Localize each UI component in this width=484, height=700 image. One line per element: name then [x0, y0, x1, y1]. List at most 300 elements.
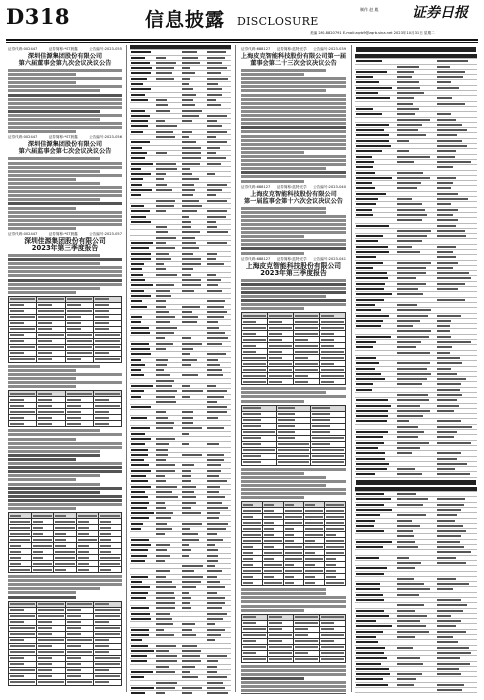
- table-cell: [396, 59, 437, 63]
- table-cell: [206, 315, 231, 319]
- table-cell: [436, 519, 477, 523]
- notice-body: [239, 665, 348, 694]
- table-cell: [181, 373, 206, 377]
- table-cell: [181, 215, 206, 219]
- table-cell: [181, 283, 206, 287]
- table-cell: [206, 305, 231, 309]
- table-cell: [355, 319, 396, 323]
- table-cell: [155, 267, 180, 271]
- table-cell: [155, 506, 180, 510]
- table-cell: [155, 124, 180, 128]
- text-line: [8, 507, 76, 510]
- table-cell: [206, 156, 231, 160]
- table-cell: [396, 80, 437, 84]
- table-cell: [396, 123, 437, 127]
- table-cell: [355, 593, 396, 597]
- text-line: [8, 182, 100, 185]
- notice-title-line: 上海皮克智能科技股份有限公司第一届: [240, 53, 347, 60]
- notice-title: [6, 141, 124, 155]
- table-cell: [436, 181, 477, 185]
- table-cell: [242, 379, 268, 385]
- table-cell: [155, 119, 180, 123]
- column-divider: [235, 45, 236, 692]
- table-cell: [396, 614, 437, 618]
- table-cell: [206, 56, 231, 60]
- table-cell: [130, 554, 155, 558]
- table-cell: [130, 273, 155, 277]
- table-cell: [206, 310, 231, 314]
- table-cell: [181, 98, 206, 102]
- table-cell: [206, 283, 231, 287]
- table-cell: [436, 271, 477, 275]
- table-cell: [181, 135, 206, 139]
- table-cell: [155, 305, 180, 309]
- table-cell: [436, 425, 477, 429]
- table-cell: [206, 516, 231, 520]
- table-cell: [206, 543, 231, 547]
- text-line: [241, 180, 304, 183]
- text-line: [8, 462, 122, 465]
- table-cell: [206, 45, 231, 49]
- table-cell: [396, 308, 437, 312]
- table-cell: [130, 66, 155, 70]
- table-cell: [355, 229, 396, 233]
- table-cell: [181, 66, 206, 70]
- table-cell: [206, 204, 231, 208]
- table-cell: [396, 609, 437, 613]
- table-cell: [130, 453, 155, 457]
- table-cell: [436, 133, 477, 137]
- table-cell: [9, 356, 37, 362]
- table-heading: [356, 480, 476, 485]
- table-cell: [31, 567, 54, 573]
- table-cell: [130, 257, 155, 261]
- text-line: [241, 295, 326, 298]
- table-cell: [181, 167, 206, 171]
- financial-table: [241, 405, 346, 466]
- table-cell: [181, 569, 206, 573]
- table-cell: [436, 80, 477, 84]
- table-cell: [130, 585, 155, 589]
- table-cell: [155, 495, 180, 499]
- table-cell: [130, 410, 155, 414]
- table-cell: [155, 379, 180, 383]
- table-cell: [130, 50, 155, 54]
- table-cell: [396, 340, 437, 344]
- table-cell: [181, 305, 206, 309]
- table-cell: [396, 519, 437, 523]
- table-cell: [355, 155, 396, 159]
- text-line: [241, 155, 346, 158]
- table-cell: [206, 591, 231, 595]
- table-cell: [436, 91, 477, 95]
- table-cell: [206, 241, 231, 245]
- shareholder-table: [241, 614, 346, 663]
- text-line: [8, 186, 122, 189]
- table-cell: [130, 575, 155, 579]
- table-cell: [155, 140, 180, 144]
- text-line: [8, 118, 100, 121]
- table-cell: [436, 487, 477, 491]
- table-cell: [206, 199, 231, 203]
- table-cell: [436, 229, 477, 233]
- table-cell: [155, 458, 180, 462]
- table-cell: [181, 527, 206, 531]
- table-cell: [206, 659, 231, 663]
- table-cell: [206, 426, 231, 430]
- notice-header: [8, 135, 122, 140]
- table-cell: [355, 425, 396, 429]
- text-line: [241, 106, 346, 109]
- table-cell: [130, 485, 155, 489]
- financial-table: [241, 312, 346, 385]
- table-cell: [206, 379, 231, 383]
- table-cell: [155, 183, 180, 187]
- table-cell: [130, 527, 155, 531]
- table-cell: [396, 345, 437, 349]
- table-cell: [130, 691, 155, 694]
- text-line: [8, 170, 100, 173]
- table-cell: [436, 388, 477, 392]
- table-cell: [436, 224, 477, 228]
- table-cell: [206, 50, 231, 54]
- table-cell: [396, 208, 437, 212]
- table-cell: [436, 266, 477, 270]
- stock-abbr: 证券简称:*ST晨鑫: [48, 47, 78, 51]
- table-cell: [206, 681, 231, 685]
- table-cell: [155, 320, 180, 324]
- table-cell: [355, 609, 396, 613]
- text-line: [241, 147, 346, 150]
- table-cell: [206, 273, 231, 277]
- table-cell: [206, 146, 231, 150]
- table-cell: [181, 114, 206, 118]
- table-cell: [130, 686, 155, 690]
- table-cell: [181, 204, 206, 208]
- text-line: [241, 98, 346, 101]
- text-line: [8, 478, 76, 481]
- table-cell: [355, 640, 396, 644]
- table-cell: [436, 404, 477, 408]
- table-cell: [181, 463, 206, 467]
- table-cell: [436, 171, 477, 175]
- table-cell: [206, 358, 231, 362]
- table-cell: [396, 508, 437, 512]
- table-cell: [181, 273, 206, 277]
- table-cell: [396, 419, 437, 423]
- table-cell: [181, 225, 206, 229]
- text-line: [241, 677, 304, 680]
- table-cell: [130, 135, 155, 139]
- table-cell: [396, 513, 437, 517]
- table-cell: [355, 693, 396, 694]
- table-cell: [396, 619, 437, 623]
- table-cell: [436, 144, 477, 148]
- table-cell: [396, 441, 437, 445]
- text-line: [241, 673, 346, 676]
- notice-body: [6, 254, 124, 294]
- table-cell: [355, 677, 396, 681]
- notice-number: 公告编号:2023-055: [89, 47, 122, 51]
- text-line: [8, 454, 100, 457]
- table-cell: [130, 469, 155, 473]
- table-cell: [130, 103, 155, 107]
- table-cell: [355, 112, 396, 116]
- table-cell: [206, 559, 231, 563]
- notice-body: [6, 575, 124, 598]
- table-cell: [396, 361, 437, 365]
- table-cell: [206, 61, 231, 65]
- table-cell: [130, 543, 155, 547]
- table-cell: [355, 165, 396, 169]
- table-cell: [181, 644, 206, 648]
- table-cell: [436, 609, 477, 613]
- table-cell: [396, 561, 437, 565]
- table-cell: [130, 501, 155, 505]
- text-line: [241, 592, 326, 595]
- table-cell: [320, 656, 346, 662]
- table-cell: [65, 421, 93, 427]
- table-cell: [155, 135, 180, 139]
- table-cell: [396, 382, 437, 386]
- table-cell: [396, 677, 437, 681]
- table-cell: [206, 162, 231, 166]
- table-cell: [436, 351, 477, 355]
- table-cell: [206, 453, 231, 457]
- table-cell: [181, 183, 206, 187]
- table-cell: [396, 155, 437, 159]
- table-cell: [206, 485, 231, 489]
- text-line: [241, 118, 346, 121]
- table-cell: [355, 409, 396, 413]
- table-cell: [99, 567, 122, 573]
- table-cell: [436, 672, 477, 676]
- table-cell: [436, 619, 477, 623]
- table-heading: [356, 47, 476, 52]
- column-2: [129, 45, 232, 694]
- table-cell: [355, 292, 396, 296]
- table-cell: [396, 598, 437, 602]
- table-cell: [155, 501, 180, 505]
- table-cell: [206, 448, 231, 452]
- table-cell: [206, 257, 231, 261]
- table-cell: [355, 435, 396, 439]
- text-line: [8, 254, 100, 257]
- table-cell: [206, 628, 231, 632]
- table-cell: [206, 363, 231, 367]
- table-cell: [396, 582, 437, 586]
- table-cell: [155, 289, 180, 293]
- table-cell: [181, 320, 206, 324]
- table-cell: [206, 580, 231, 584]
- table-cell: [130, 246, 155, 250]
- table-cell: [155, 294, 180, 298]
- table-cell: [206, 66, 231, 70]
- table-cell: [130, 548, 155, 552]
- text-line: [241, 215, 346, 218]
- table-cell: [436, 646, 477, 650]
- table-cell: [181, 220, 206, 224]
- table-cell: [396, 75, 437, 79]
- table-cell: [155, 410, 180, 414]
- table-cell: [262, 580, 283, 586]
- table-cell: [155, 162, 180, 166]
- table-cell: [206, 617, 231, 621]
- table-cell: [181, 336, 206, 340]
- table-cell: [355, 688, 396, 692]
- table-cell: [181, 474, 206, 478]
- table-cell: [355, 282, 396, 286]
- table-cell: [155, 405, 180, 409]
- table-cell: [130, 463, 155, 467]
- table-cell: [155, 283, 180, 287]
- table-cell: [155, 151, 180, 155]
- table-cell: [355, 441, 396, 445]
- table-cell: [155, 395, 180, 399]
- notice-title-line: 上海皮克智能科技股份有限公司: [245, 261, 342, 270]
- table-cell: [355, 550, 396, 554]
- table-cell: [355, 513, 396, 517]
- text-line: [8, 583, 122, 586]
- table-cell: [355, 446, 396, 450]
- table-cell: [206, 463, 231, 467]
- table-cell: [436, 598, 477, 602]
- table-cell: [206, 511, 231, 515]
- notice-header: [241, 47, 346, 52]
- text-line: [8, 223, 122, 226]
- text-line: [8, 369, 76, 372]
- table-cell: [355, 176, 396, 180]
- table-cell: [130, 612, 155, 616]
- table-cell: [181, 140, 206, 144]
- table-cell: [396, 271, 437, 275]
- table-cell: [181, 416, 206, 420]
- table-cell: [206, 172, 231, 176]
- text-line: [241, 303, 346, 306]
- table-cell: [396, 202, 437, 206]
- table-cell: [181, 358, 206, 362]
- table-cell: [181, 347, 206, 351]
- text-line: [241, 283, 346, 286]
- table-cell: [268, 656, 294, 662]
- text-line: [8, 258, 122, 261]
- shareholder-table: [241, 501, 346, 586]
- table-cell: [283, 580, 304, 586]
- table-cell: [155, 114, 180, 118]
- table-cell: [396, 693, 437, 694]
- table-cell: [355, 635, 396, 639]
- table-cell: [206, 342, 231, 346]
- table-cell: [130, 204, 155, 208]
- text-line: [8, 433, 122, 436]
- table-cell: [155, 622, 180, 626]
- table-cell: [436, 430, 477, 434]
- table-cell: [206, 686, 231, 690]
- column-3: [239, 45, 348, 694]
- table-cell: [181, 50, 206, 54]
- table-cell: [54, 567, 77, 573]
- table-cell: [436, 640, 477, 644]
- table-cell: [355, 566, 396, 570]
- notice-body: [239, 207, 348, 255]
- table-cell: [130, 310, 155, 314]
- table-cell: [130, 516, 155, 520]
- table-cell: [396, 324, 437, 328]
- table-cell: [206, 479, 231, 483]
- table-cell: [436, 614, 477, 618]
- text-line: [8, 377, 76, 380]
- table-cell: [206, 167, 231, 171]
- table-cell: [396, 245, 437, 249]
- stock-code: 证券代码:688127: [241, 47, 271, 51]
- table-cell: [355, 430, 396, 434]
- table-cell: [355, 96, 396, 100]
- table-cell: [206, 225, 231, 229]
- table-cell: [181, 564, 206, 568]
- table-cell: [181, 659, 206, 663]
- table-cell: [436, 683, 477, 687]
- table-cell: [155, 485, 180, 489]
- shareholder-table: [8, 512, 122, 573]
- table-cell: [130, 437, 155, 441]
- table-cell: [355, 335, 396, 339]
- table-cell: [181, 458, 206, 462]
- table-cell: [355, 91, 396, 95]
- table-cell: [206, 490, 231, 494]
- text-line: [241, 476, 326, 479]
- table-cell: [130, 267, 155, 271]
- text-line: [8, 495, 122, 498]
- table-cell: [155, 209, 180, 213]
- stock-abbr: 证券简称:蓝特光学: [276, 256, 307, 261]
- text-line: [241, 243, 346, 246]
- table-cell: [436, 561, 477, 565]
- table-cell: [130, 114, 155, 118]
- table-cell: [130, 659, 155, 663]
- table-cell: [155, 257, 180, 261]
- table-cell: [355, 202, 396, 206]
- table-cell: [396, 487, 437, 491]
- table-cell: [355, 287, 396, 291]
- table-cell: [155, 532, 180, 536]
- text-line: [241, 110, 346, 113]
- table-cell: [396, 603, 437, 607]
- text-line: [8, 596, 76, 599]
- text-line: [241, 472, 304, 475]
- table-cell: [130, 241, 155, 245]
- table-cell: [206, 124, 231, 128]
- table-cell: [206, 554, 231, 558]
- table-cell: [181, 686, 206, 690]
- notice-body: [239, 69, 348, 183]
- table-cell: [355, 86, 396, 90]
- text-line: [8, 266, 122, 269]
- table-cell: [436, 393, 477, 397]
- table-cell: [9, 679, 37, 685]
- table-cell: [436, 234, 477, 238]
- notice-body: [6, 157, 124, 230]
- table-cell: [206, 532, 231, 536]
- table-cell: [130, 654, 155, 658]
- table-cell: [355, 561, 396, 565]
- table-cell: [436, 303, 477, 307]
- table-cell: [130, 665, 155, 669]
- table-cell: [206, 575, 231, 579]
- table-cell: [155, 659, 180, 663]
- text-line: [8, 69, 122, 72]
- notice-body: [6, 69, 124, 133]
- table-cell: [396, 303, 437, 307]
